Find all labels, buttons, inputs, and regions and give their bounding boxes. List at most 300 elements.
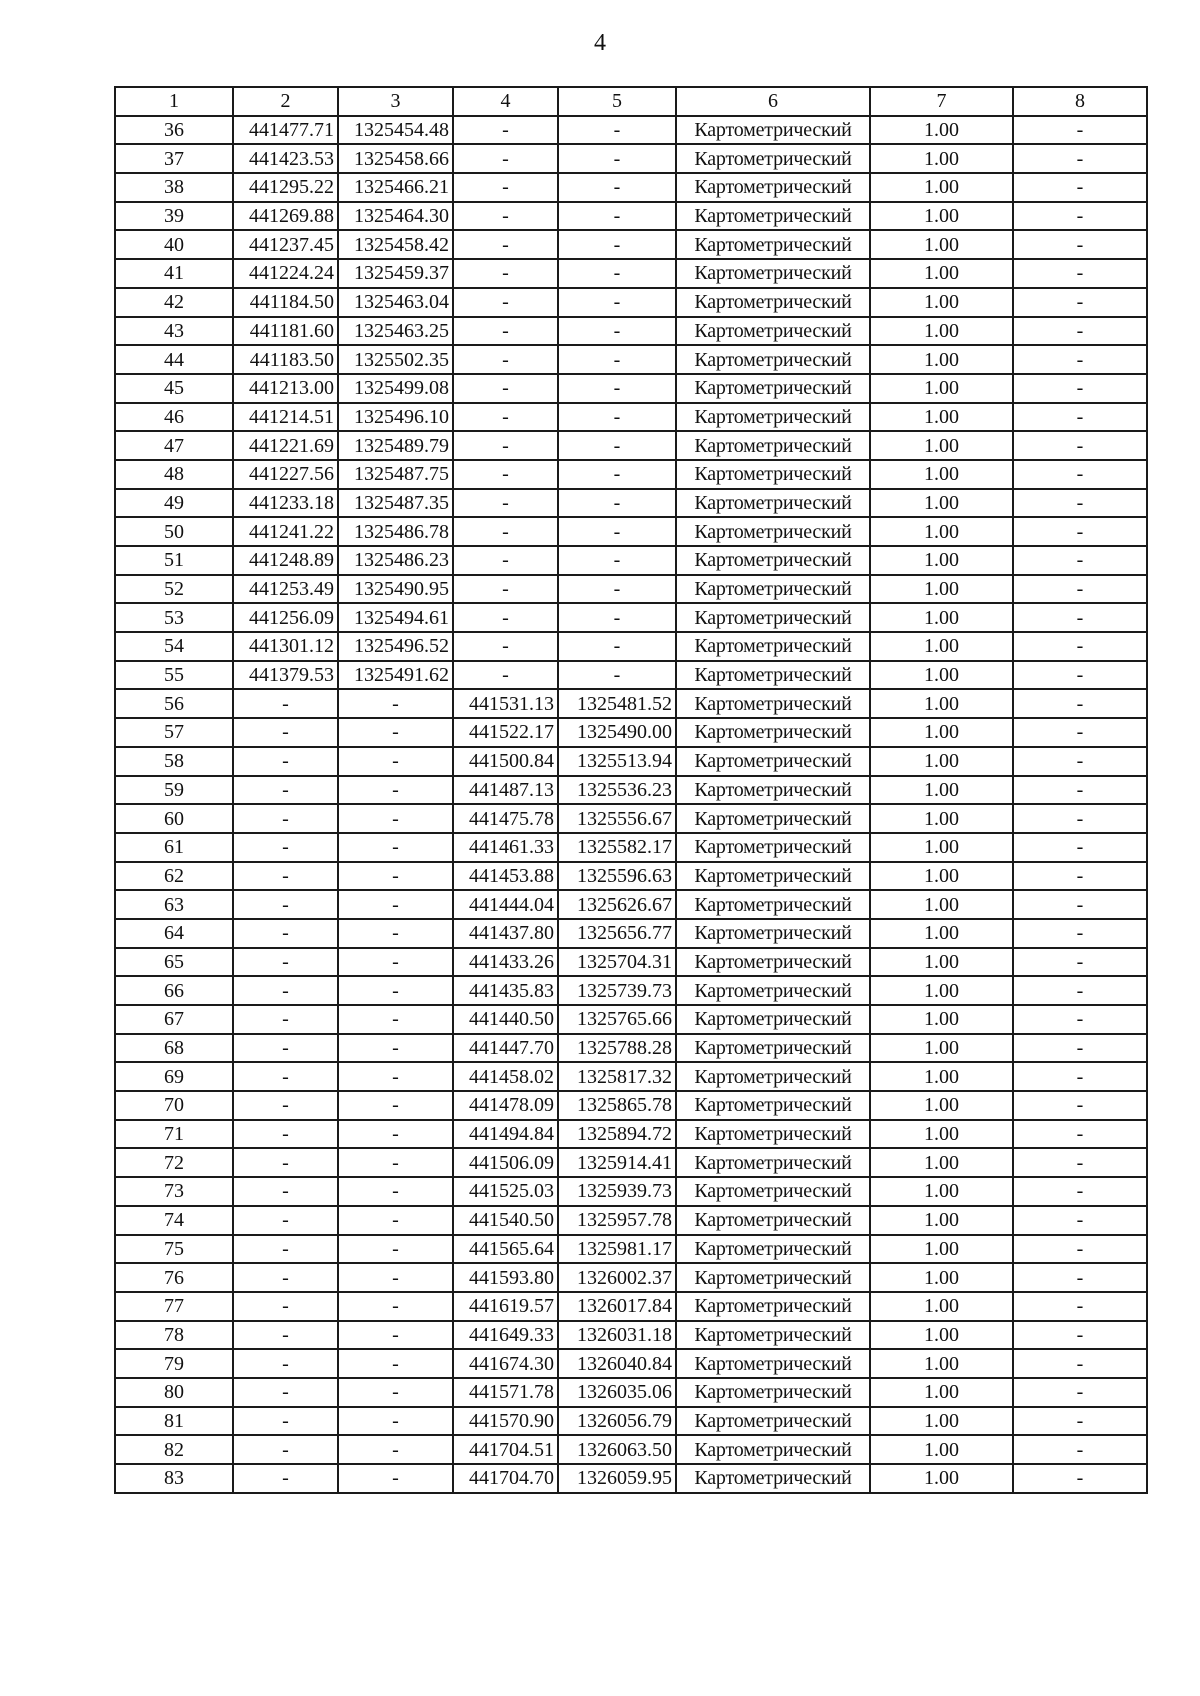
cell-y-new: 1325817.32 <box>558 1062 676 1091</box>
cell-x-old: 441253.49 <box>233 575 338 604</box>
cell-x-old: - <box>233 1235 338 1264</box>
table-row <box>115 1091 1147 1120</box>
cell-x-old: - <box>233 1034 338 1063</box>
cell-x-new: - <box>453 489 558 518</box>
cell-x-old: 441214.51 <box>233 403 338 432</box>
cell-method: Картометрический <box>676 288 870 317</box>
cell-point-number: 37 <box>115 144 233 173</box>
cell-method: Картометрический <box>676 1378 870 1407</box>
cell-x-old: 441379.53 <box>233 661 338 690</box>
cell-y-old: 1325502.35 <box>338 345 453 374</box>
cell-point-number: 52 <box>115 575 233 604</box>
cell-y-old: - <box>338 833 453 862</box>
cell-y-old: - <box>338 948 453 977</box>
cell-y-new: - <box>558 603 676 632</box>
table-row <box>115 1034 1147 1063</box>
cell-accuracy: 1.00 <box>870 173 1013 202</box>
cell-x-old: - <box>233 1321 338 1350</box>
cell-method: Картометрический <box>676 144 870 173</box>
cell-y-old: - <box>338 1378 453 1407</box>
cell-accuracy: 1.00 <box>870 1321 1013 1350</box>
cell-y-new: - <box>558 288 676 317</box>
cell-y-old: 1325496.52 <box>338 632 453 661</box>
cell-x-new: 441494.84 <box>453 1120 558 1149</box>
cell-accuracy: 1.00 <box>870 202 1013 231</box>
cell-x-old: 441237.45 <box>233 230 338 259</box>
cell-accuracy: 1.00 <box>870 1464 1013 1493</box>
cell-x-new: 441444.04 <box>453 890 558 919</box>
cell-x-new: - <box>453 144 558 173</box>
cell-accuracy: 1.00 <box>870 632 1013 661</box>
table-row <box>115 173 1147 202</box>
cell-y-new: - <box>558 230 676 259</box>
cell-method: Картометрический <box>676 431 870 460</box>
cell-note: - <box>1013 116 1147 145</box>
cell-accuracy: 1.00 <box>870 230 1013 259</box>
cell-y-old: - <box>338 804 453 833</box>
cell-point-number: 39 <box>115 202 233 231</box>
table-row <box>115 1349 1147 1378</box>
cell-y-old: - <box>338 776 453 805</box>
cell-x-new: 441704.70 <box>453 1464 558 1493</box>
cell-method: Картометрический <box>676 689 870 718</box>
cell-note: - <box>1013 1263 1147 1292</box>
cell-x-new: 441704.51 <box>453 1435 558 1464</box>
cell-y-new: - <box>558 202 676 231</box>
cell-y-new: - <box>558 431 676 460</box>
cell-y-new: - <box>558 403 676 432</box>
cell-y-new: - <box>558 144 676 173</box>
cell-x-old: - <box>233 1206 338 1235</box>
column-header-1: 1 <box>115 87 233 116</box>
table-row <box>115 1378 1147 1407</box>
table-row <box>115 603 1147 632</box>
cell-y-new: 1326017.84 <box>558 1292 676 1321</box>
cell-x-new: 441478.09 <box>453 1091 558 1120</box>
table-row <box>115 575 1147 604</box>
cell-y-new: 1326063.50 <box>558 1435 676 1464</box>
cell-accuracy: 1.00 <box>870 1263 1013 1292</box>
cell-accuracy: 1.00 <box>870 689 1013 718</box>
cell-x-new: - <box>453 575 558 604</box>
cell-accuracy: 1.00 <box>870 1091 1013 1120</box>
cell-method: Картометрический <box>676 632 870 661</box>
cell-x-new: 441525.03 <box>453 1177 558 1206</box>
cell-point-number: 82 <box>115 1435 233 1464</box>
cell-note: - <box>1013 460 1147 489</box>
cell-y-new: 1326056.79 <box>558 1407 676 1436</box>
cell-x-old: 441181.60 <box>233 317 338 346</box>
cell-note: - <box>1013 575 1147 604</box>
cell-x-old: - <box>233 1005 338 1034</box>
cell-x-old: 441213.00 <box>233 374 338 403</box>
cell-point-number: 42 <box>115 288 233 317</box>
table-row <box>115 1177 1147 1206</box>
cell-y-old: 1325458.42 <box>338 230 453 259</box>
table-row <box>115 1206 1147 1235</box>
cell-method: Картометрический <box>676 1263 870 1292</box>
cell-x-new: - <box>453 460 558 489</box>
cell-note: - <box>1013 144 1147 173</box>
cell-accuracy: 1.00 <box>870 460 1013 489</box>
cell-point-number: 71 <box>115 1120 233 1149</box>
cell-x-old: 441295.22 <box>233 173 338 202</box>
table-row <box>115 718 1147 747</box>
cell-x-old: - <box>233 919 338 948</box>
cell-y-new: 1325596.63 <box>558 862 676 891</box>
cell-accuracy: 1.00 <box>870 144 1013 173</box>
cell-accuracy: 1.00 <box>870 1378 1013 1407</box>
cell-y-old: 1325466.21 <box>338 173 453 202</box>
cell-x-new: 441619.57 <box>453 1292 558 1321</box>
cell-method: Картометрический <box>676 1034 870 1063</box>
cell-x-new: - <box>453 374 558 403</box>
cell-y-old: - <box>338 1206 453 1235</box>
cell-accuracy: 1.00 <box>870 1435 1013 1464</box>
table-row <box>115 1005 1147 1034</box>
cell-y-old: - <box>338 1148 453 1177</box>
table-row <box>115 1464 1147 1493</box>
cell-x-old: - <box>233 747 338 776</box>
cell-point-number: 68 <box>115 1034 233 1063</box>
table-header <box>115 87 1147 116</box>
cell-y-new: - <box>558 546 676 575</box>
cell-accuracy: 1.00 <box>870 747 1013 776</box>
cell-method: Картометрический <box>676 1435 870 1464</box>
cell-y-old: 1325499.08 <box>338 374 453 403</box>
table-row <box>115 317 1147 346</box>
cell-y-new: 1325556.67 <box>558 804 676 833</box>
cell-x-new: 441447.70 <box>453 1034 558 1063</box>
cell-y-new: - <box>558 517 676 546</box>
cell-y-old: 1325489.79 <box>338 431 453 460</box>
cell-x-new: - <box>453 259 558 288</box>
cell-note: - <box>1013 374 1147 403</box>
cell-x-old: 441248.89 <box>233 546 338 575</box>
cell-y-new: - <box>558 632 676 661</box>
cell-y-old: - <box>338 890 453 919</box>
cell-note: - <box>1013 1091 1147 1120</box>
cell-note: - <box>1013 632 1147 661</box>
cell-note: - <box>1013 890 1147 919</box>
cell-x-old: - <box>233 1120 338 1149</box>
cell-method: Картометрический <box>676 1407 870 1436</box>
table-row <box>115 1263 1147 1292</box>
cell-accuracy: 1.00 <box>870 661 1013 690</box>
table-row <box>115 1292 1147 1321</box>
cell-y-new: 1325981.17 <box>558 1235 676 1264</box>
cell-method: Картометрический <box>676 460 870 489</box>
cell-y-old: - <box>338 919 453 948</box>
table-row <box>115 862 1147 891</box>
cell-point-number: 69 <box>115 1062 233 1091</box>
cell-note: - <box>1013 1321 1147 1350</box>
table-row <box>115 546 1147 575</box>
cell-note: - <box>1013 1005 1147 1034</box>
cell-method: Картометрический <box>676 1206 870 1235</box>
header-row <box>115 87 1147 116</box>
cell-accuracy: 1.00 <box>870 317 1013 346</box>
cell-accuracy: 1.00 <box>870 1349 1013 1378</box>
table-row <box>115 288 1147 317</box>
cell-method: Картометрический <box>676 948 870 977</box>
cell-x-old: - <box>233 1349 338 1378</box>
cell-y-new: - <box>558 460 676 489</box>
cell-method: Картометрический <box>676 976 870 1005</box>
cell-point-number: 50 <box>115 517 233 546</box>
cell-method: Картометрический <box>676 1292 870 1321</box>
cell-point-number: 64 <box>115 919 233 948</box>
table-row <box>115 1321 1147 1350</box>
cell-note: - <box>1013 1349 1147 1378</box>
cell-method: Картометрический <box>676 804 870 833</box>
cell-point-number: 46 <box>115 403 233 432</box>
table-row <box>115 431 1147 460</box>
cell-x-old: 441227.56 <box>233 460 338 489</box>
cell-accuracy: 1.00 <box>870 1034 1013 1063</box>
cell-accuracy: 1.00 <box>870 890 1013 919</box>
cell-method: Картометрический <box>676 546 870 575</box>
cell-y-new: 1325481.52 <box>558 689 676 718</box>
cell-point-number: 56 <box>115 689 233 718</box>
cell-method: Картометрический <box>676 718 870 747</box>
cell-x-old: 441184.50 <box>233 288 338 317</box>
cell-x-old: - <box>233 1292 338 1321</box>
cell-point-number: 65 <box>115 948 233 977</box>
table-row <box>115 1407 1147 1436</box>
cell-point-number: 43 <box>115 317 233 346</box>
table-row <box>115 230 1147 259</box>
table-row <box>115 632 1147 661</box>
cell-y-new: 1326040.84 <box>558 1349 676 1378</box>
table-row <box>115 259 1147 288</box>
cell-note: - <box>1013 718 1147 747</box>
cell-y-old: - <box>338 1120 453 1149</box>
cell-x-new: 441440.50 <box>453 1005 558 1034</box>
cell-x-new: 441435.83 <box>453 976 558 1005</box>
cell-accuracy: 1.00 <box>870 976 1013 1005</box>
cell-point-number: 83 <box>115 1464 233 1493</box>
cell-y-old: 1325496.10 <box>338 403 453 432</box>
cell-method: Картометрический <box>676 776 870 805</box>
table-row <box>115 804 1147 833</box>
table-row <box>115 374 1147 403</box>
cell-x-old: - <box>233 1435 338 1464</box>
cell-point-number: 80 <box>115 1378 233 1407</box>
cell-note: - <box>1013 1062 1147 1091</box>
cell-point-number: 67 <box>115 1005 233 1034</box>
cell-point-number: 55 <box>115 661 233 690</box>
cell-x-old: 441269.88 <box>233 202 338 231</box>
cell-x-new: 441674.30 <box>453 1349 558 1378</box>
cell-point-number: 40 <box>115 230 233 259</box>
cell-y-old: 1325458.66 <box>338 144 453 173</box>
cell-method: Картометрический <box>676 747 870 776</box>
cell-y-old: - <box>338 747 453 776</box>
cell-note: - <box>1013 1435 1147 1464</box>
cell-point-number: 36 <box>115 116 233 145</box>
cell-y-old: 1325487.35 <box>338 489 453 518</box>
cell-y-new: 1325739.73 <box>558 976 676 1005</box>
cell-note: - <box>1013 776 1147 805</box>
cell-note: - <box>1013 1407 1147 1436</box>
cell-y-old: 1325486.23 <box>338 546 453 575</box>
cell-method: Картометрический <box>676 1321 870 1350</box>
cell-note: - <box>1013 345 1147 374</box>
cell-note: - <box>1013 1464 1147 1493</box>
cell-note: - <box>1013 919 1147 948</box>
cell-point-number: 41 <box>115 259 233 288</box>
cell-y-new: 1326031.18 <box>558 1321 676 1350</box>
cell-x-new: - <box>453 116 558 145</box>
cell-x-new: - <box>453 546 558 575</box>
cell-x-new: 441461.33 <box>453 833 558 862</box>
cell-accuracy: 1.00 <box>870 1206 1013 1235</box>
cell-x-new: 441475.78 <box>453 804 558 833</box>
cell-x-new: - <box>453 431 558 460</box>
cell-x-new: 441458.02 <box>453 1062 558 1091</box>
table-row <box>115 661 1147 690</box>
cell-point-number: 51 <box>115 546 233 575</box>
cell-x-new: - <box>453 202 558 231</box>
cell-note: - <box>1013 833 1147 862</box>
cell-y-new: 1325939.73 <box>558 1177 676 1206</box>
cell-note: - <box>1013 489 1147 518</box>
cell-y-new: - <box>558 661 676 690</box>
cell-x-new: - <box>453 632 558 661</box>
cell-y-new: - <box>558 374 676 403</box>
cell-note: - <box>1013 1148 1147 1177</box>
cell-y-old: - <box>338 1407 453 1436</box>
cell-method: Картометрический <box>676 1091 870 1120</box>
cell-x-new: 441565.64 <box>453 1235 558 1264</box>
cell-method: Картометрический <box>676 374 870 403</box>
cell-note: - <box>1013 804 1147 833</box>
cell-y-new: 1325513.94 <box>558 747 676 776</box>
cell-y-old: - <box>338 1091 453 1120</box>
cell-y-new: 1325490.00 <box>558 718 676 747</box>
table-row <box>115 948 1147 977</box>
cell-accuracy: 1.00 <box>870 1148 1013 1177</box>
cell-y-new: 1325865.78 <box>558 1091 676 1120</box>
cell-accuracy: 1.00 <box>870 1177 1013 1206</box>
cell-note: - <box>1013 1120 1147 1149</box>
cell-method: Картометрический <box>676 575 870 604</box>
cell-note: - <box>1013 1235 1147 1264</box>
table-row <box>115 1120 1147 1149</box>
cell-accuracy: 1.00 <box>870 116 1013 145</box>
cell-method: Картометрический <box>676 116 870 145</box>
cell-x-new: 441570.90 <box>453 1407 558 1436</box>
cell-accuracy: 1.00 <box>870 1407 1013 1436</box>
cell-y-old: - <box>338 1034 453 1063</box>
cell-y-new: 1325626.67 <box>558 890 676 919</box>
table-row <box>115 116 1147 145</box>
cell-x-new: - <box>453 661 558 690</box>
table-row <box>115 403 1147 432</box>
cell-note: - <box>1013 1378 1147 1407</box>
cell-x-new: - <box>453 173 558 202</box>
cell-x-new: - <box>453 517 558 546</box>
cell-y-new: 1325957.78 <box>558 1206 676 1235</box>
cell-point-number: 61 <box>115 833 233 862</box>
cell-note: - <box>1013 661 1147 690</box>
column-header-7: 7 <box>870 87 1013 116</box>
cell-method: Картометрический <box>676 517 870 546</box>
cell-y-new: 1325536.23 <box>558 776 676 805</box>
column-header-2: 2 <box>233 87 338 116</box>
cell-method: Картометрический <box>676 202 870 231</box>
cell-method: Картометрический <box>676 259 870 288</box>
cell-method: Картометрический <box>676 603 870 632</box>
table-row <box>115 345 1147 374</box>
cell-note: - <box>1013 288 1147 317</box>
cell-x-old: 441423.53 <box>233 144 338 173</box>
table-row <box>115 747 1147 776</box>
table-body <box>115 116 1147 1493</box>
cell-y-new: - <box>558 489 676 518</box>
cell-x-new: 441522.17 <box>453 718 558 747</box>
cell-point-number: 73 <box>115 1177 233 1206</box>
cell-x-old: - <box>233 689 338 718</box>
cell-accuracy: 1.00 <box>870 517 1013 546</box>
cell-note: - <box>1013 403 1147 432</box>
cell-x-new: 441649.33 <box>453 1321 558 1350</box>
cell-accuracy: 1.00 <box>870 776 1013 805</box>
cell-x-new: 441500.84 <box>453 747 558 776</box>
cell-method: Картометрический <box>676 230 870 259</box>
cell-x-new: - <box>453 603 558 632</box>
cell-x-old: - <box>233 833 338 862</box>
table-row <box>115 202 1147 231</box>
cell-y-new: - <box>558 116 676 145</box>
cell-y-new: 1325765.66 <box>558 1005 676 1034</box>
cell-x-old: - <box>233 1091 338 1120</box>
cell-accuracy: 1.00 <box>870 1120 1013 1149</box>
cell-method: Картометрический <box>676 1464 870 1493</box>
cell-accuracy: 1.00 <box>870 288 1013 317</box>
cell-point-number: 79 <box>115 1349 233 1378</box>
cell-y-new: 1325914.41 <box>558 1148 676 1177</box>
cell-note: - <box>1013 689 1147 718</box>
cell-note: - <box>1013 517 1147 546</box>
cell-x-old: 441221.69 <box>233 431 338 460</box>
cell-y-old: 1325454.48 <box>338 116 453 145</box>
table-row <box>115 1062 1147 1091</box>
cell-note: - <box>1013 230 1147 259</box>
cell-point-number: 38 <box>115 173 233 202</box>
cell-y-old: 1325459.37 <box>338 259 453 288</box>
cell-accuracy: 1.00 <box>870 948 1013 977</box>
cell-note: - <box>1013 948 1147 977</box>
cell-x-new: 441433.26 <box>453 948 558 977</box>
cell-note: - <box>1013 1177 1147 1206</box>
cell-point-number: 63 <box>115 890 233 919</box>
cell-note: - <box>1013 862 1147 891</box>
cell-method: Картометрический <box>676 833 870 862</box>
cell-note: - <box>1013 1206 1147 1235</box>
cell-accuracy: 1.00 <box>870 833 1013 862</box>
cell-y-new: 1326002.37 <box>558 1263 676 1292</box>
cell-method: Картометрический <box>676 1062 870 1091</box>
cell-point-number: 62 <box>115 862 233 891</box>
cell-y-old: - <box>338 1349 453 1378</box>
cell-y-new: - <box>558 575 676 604</box>
table-row <box>115 460 1147 489</box>
cell-x-old: - <box>233 1407 338 1436</box>
cell-x-new: - <box>453 288 558 317</box>
cell-accuracy: 1.00 <box>870 1235 1013 1264</box>
